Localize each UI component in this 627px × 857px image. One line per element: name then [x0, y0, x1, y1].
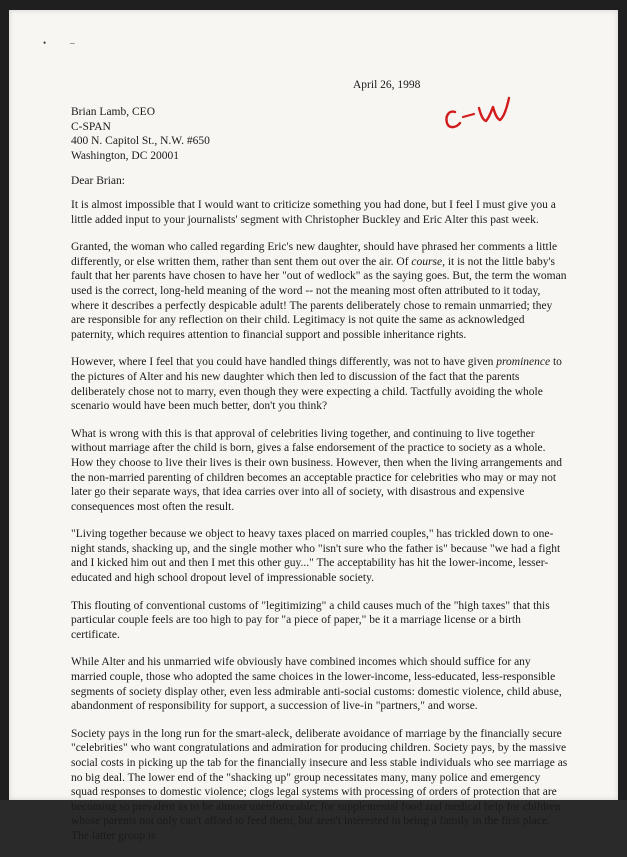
paragraph: This flouting of conventional customs of "legitimizing" a child causes much of the "high taxes" that this particular couple feels are too high to pay for "a piece of paper," be it a marriage license or a birth certificate. [71, 599, 550, 641]
letter-body [71, 198, 569, 857]
paragraph: While Alter and his unmarried wife obviously have combined incomes which should suffice for any married couple, those who adopted the same choices in the lower-income, less-educated, less-responsible segments of society display other, even less admirable anti-social customs: domestic violence, child abuse, abandonment of responsibility for support, a succession of live-in "partners," and worse. [71, 656, 562, 713]
handwritten-cw-mark [441, 90, 523, 132]
address-line: Brian Lamb, CEO [71, 106, 155, 118]
paragraph: Granted, the woman who called regarding Eric's new daughter, should have phrased her comments a little differently, or else written them, rather than sent them out over the air. Of course, it is not the little baby's fault that her parents have chosen to have her "out of wedlock" as the saying goes. But, the term the woman used is the correct, long-held meaning of the word -- not the meaning most often attributed to it today, where it describes a perfectly despicable adult! The parents deliberately chose to remain unmarried; they are responsible for any reflection on their child. Legitimacy is not quite the same as acknowledged paternity, which requires attention to financial support and possible inheritance rights. [71, 241, 567, 341]
address-line: C-SPAN [71, 120, 111, 133]
paragraph: What is wrong with this is that approval of celebrities living together, and continuing to live together without marriage after the child is born, gives a false endorsement of the practice to society as a whole. How they choose to live their lives is their own business. However, then when the living arrangements and the non-married parenting of children becomes an acceptable practice for celebrities who may or may not later go their separate ways, that idea carries over into all of society, with disastrous and expensive consequences most often the result. [71, 427, 563, 513]
paragraph: Society pays in the long run for the smart-aleck, deliberate avoidance of marriage by the financially secure "celebrities" who want congratulations and admiration for producing children. Society pays, by the massive social costs in picking up the tab for the financially insecure and less stable individuals who see marriage as no big deal. The lower end of the "shacking up" group necessitates many, many police and emergency squad responses to domestic violence; clogs legal systems with processing of orders of protection that are becoming so prevalent as to be almost unenforceable; for supplemental food and medical help for children whose parents not only can't afford to feed them, but aren't interested in being a family in the first place. The latter group is [71, 727, 568, 842]
salutation: Dear Brian: [71, 175, 125, 187]
scan-specks: •– [43, 38, 99, 48]
paragraph: It is almost impossible that I would want to criticize something you had done, but I feel I must give you a little added input to your journalists' segment with Christopher Buckley and Eric Alter this past week. [71, 199, 556, 226]
paragraph: "Living together because we object to heavy taxes placed on married couples," has trickled down to one-night stands, shacking up, and the single mother who "isn't sure who the father is" because "we had a fight and I kicked him out and then I met this other guy..." The acceptability has hit the lower-income, lesser-educated and high school dropout level of impressionable society. [71, 528, 561, 585]
letter-page [9, 10, 618, 842]
letter-date: April 26, 1998 [353, 79, 421, 91]
address-line: 400 N. Capitol St., N.W. #650 [71, 135, 210, 147]
address-line: Washington, DC 20001 [71, 149, 180, 162]
paragraph: However, where I feel that you could have handled things differently, was not to have given prominence to the pictures of Alter and his new daughter which then led to discussion of the fact that the parents deliberately chose not to marry, even though they were expecting a child. Tactfully avoiding the whole scenario would have been much better, don't you think? [71, 356, 562, 413]
recipient-address [71, 105, 210, 163]
